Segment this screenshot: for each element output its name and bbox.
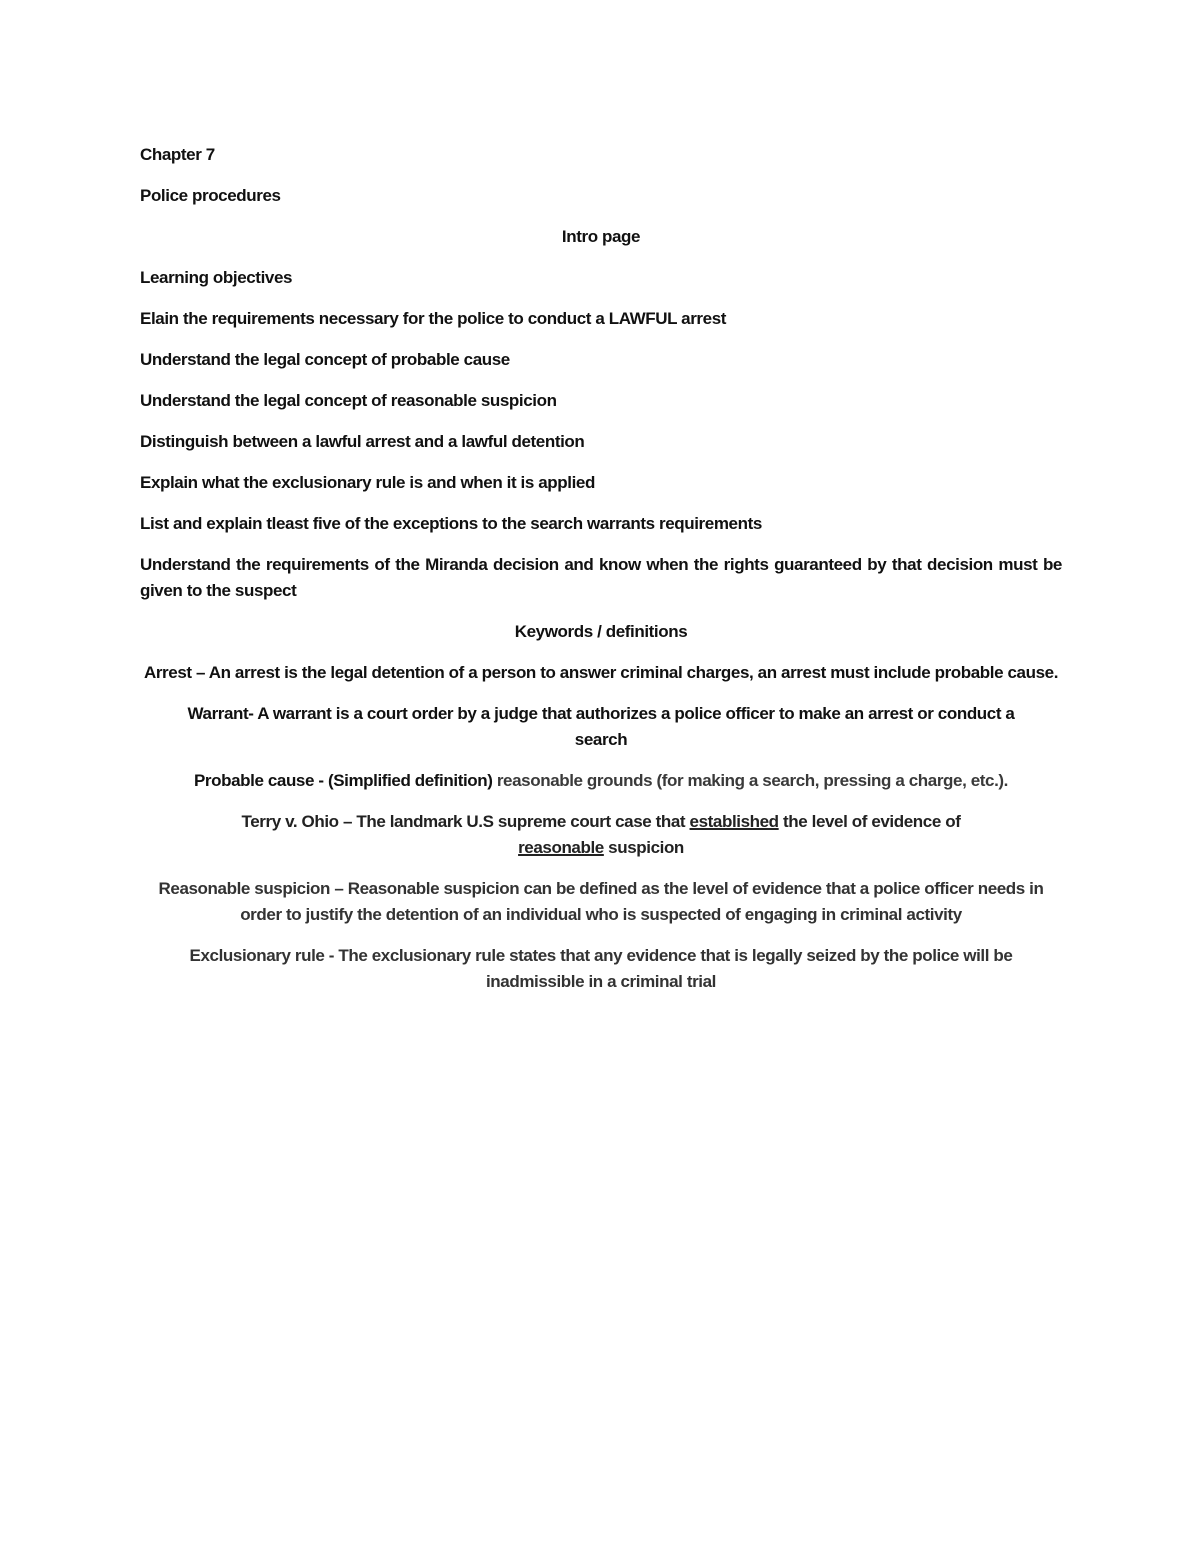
objective-item: Understand the legal concept of probable cause xyxy=(140,350,510,369)
definition-reasonable-suspicion: Reasonable suspicion – Reasonable suspicion can be defined as the level of evidence that a police officer needs in order to justify the detention of an individual who is suspected of engaging in criminal activity xyxy=(158,879,1044,924)
underlined-word: reasonable xyxy=(518,838,604,857)
objective-item: Understand the legal concept of reasonable suspicion xyxy=(140,391,557,410)
definition-text: Terry v. Ohio – The landmark U.S supreme court case that xyxy=(241,812,686,831)
objective-item: Distinguish between a lawful arrest and a lawful detention xyxy=(140,432,585,451)
definition-text: suspicion xyxy=(608,838,684,857)
objective-item: List and explain tleast five of the exceptions to the search warrants requirements xyxy=(140,514,762,533)
definition-term: Probable cause - (Simplified definition) xyxy=(193,771,493,790)
objective-item: Understand the requirements of the Miranda decision and know when the rights guaranteed by that decision must be given to the suspect xyxy=(140,555,1062,600)
definition-arrest: Arrest – An arrest is the legal detention of a person to answer criminal charges, an arrest must include probable cause. xyxy=(143,663,1059,682)
keywords-heading: Keywords / definitions xyxy=(514,622,688,641)
underlined-word: established xyxy=(689,812,779,831)
definition-text: reasonable grounds (for making a search, pressing a charge, etc.). xyxy=(496,771,1009,790)
chapter-label: Chapter 7 xyxy=(140,145,215,164)
objective-item: Elain the requirements necessary for the police to conduct a LAWFUL arrest xyxy=(140,309,727,328)
document-page xyxy=(140,142,1062,1010)
document-title: Police procedures xyxy=(140,186,281,205)
definition-exclusionary-rule: Exclusionary rule - The exclusionary rule states that any evidence that is legally seized by the police will be inadmissible in a criminal trial xyxy=(189,946,1013,991)
definition-warrant: Warrant- A warrant is a court order by a judge that authorizes a police officer to make an arrest or conduct a search xyxy=(187,704,1015,749)
objectives-heading: Learning objectives xyxy=(140,268,293,287)
intro-heading: Intro page xyxy=(561,227,641,246)
definition-text: the level of evidence of xyxy=(783,812,961,831)
definition-probable-cause xyxy=(140,768,1062,794)
definition-terry-v-ohio xyxy=(140,809,1062,861)
objective-item: Explain what the exclusionary rule is and when it is applied xyxy=(140,473,595,492)
